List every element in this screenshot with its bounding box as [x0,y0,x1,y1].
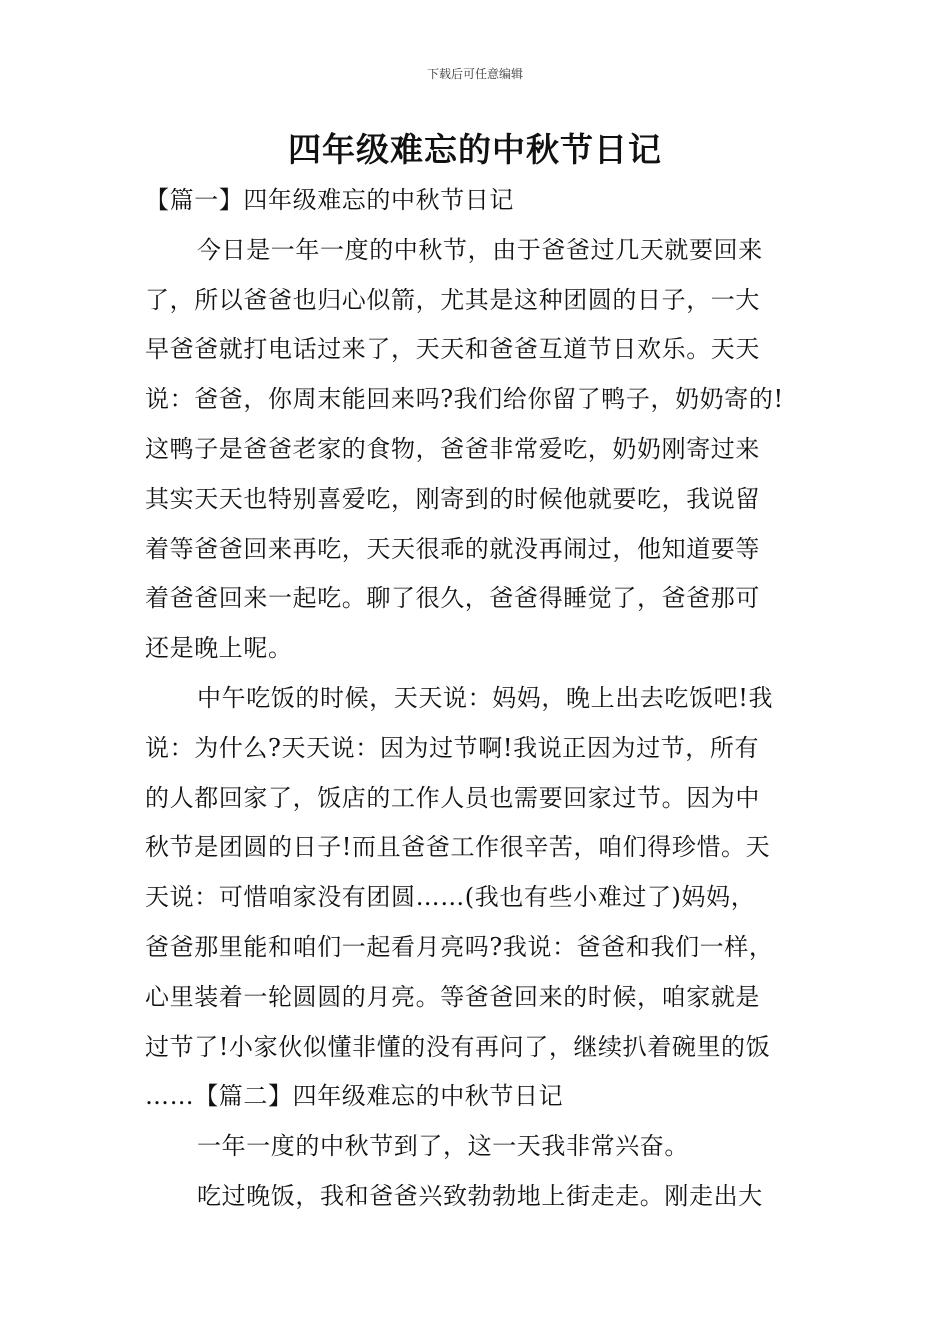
text-line: 天说：可惜咱家没有团圆……(我也有些小难过了)妈妈， [145,883,756,912]
text-line: 着爸爸回来一起吃。聊了很久，爸爸得睡觉了，爸爸那可 [145,584,760,613]
document-body [145,176,810,1222]
text-line: 了，所以爸爸也归心似箭，尤其是这种团圆的日子，一大 [145,285,760,314]
text-line: 心里装着一轮圆圆的月亮。等爸爸回来的时候，咱家就是 [145,982,760,1011]
text-line: 其实天天也特别喜爱吃，刚寄到的时候他就要吃，我说留 [145,484,760,513]
text-line: 吃过晚饭，我和爸爸兴致勃勃地上街走走。刚走出大 [197,1181,763,1210]
text-line: 爸爸那里能和咱们一起看月亮吗?我说：爸爸和我们一样， [145,932,774,961]
text-line: 一年一度的中秋节到了，这一天我非常兴奋。 [197,1132,689,1161]
text-line: 中午吃饭的时候，天天说：妈妈，晚上出去吃饭吧!我 [197,683,774,712]
text-line: 着等爸爸回来再吃，天天很乖的就没再闹过，他知道要等 [145,534,760,563]
text-line: ……【篇二】四年级难忘的中秋节日记 [145,1082,564,1111]
text-line: 过节了!小家伙似懂非懂的没有再问了，继续扒着碗里的饭 [145,1032,771,1061]
text-line: 的人都回家了，饭店的工作人员也需要回家过节。因为中 [145,783,760,812]
text-line: 早爸爸就打电话过来了，天天和爸爸互道节日欢乐。天天 [145,335,760,364]
text-line: 说：为什么?天天说：因为过节啊!我说正因为过节，所有 [145,733,760,762]
page-header-note: 下载后可任意编辑 [426,67,523,81]
text-line: 【篇一】四年级难忘的中秋节日记 [145,186,514,214]
text-line: 秋节是团圆的日子!而且爸爸工作很辛苦，咱们得珍惜。天 [145,833,771,862]
text-line: 说：爸爸，你周末能回来吗?我们给你留了鸭子，奶奶寄的! [145,385,784,414]
text-line: 今日是一年一度的中秋节，由于爸爸过几天就要回来 [197,235,763,264]
text-line: 还是晚上呢。 [145,634,293,663]
text-line: 这鸭子是爸爸老家的食物，爸爸非常爱吃，奶奶刚寄过来 [145,434,760,463]
document-title: 四年级难忘的中秋节日记 [288,130,662,169]
